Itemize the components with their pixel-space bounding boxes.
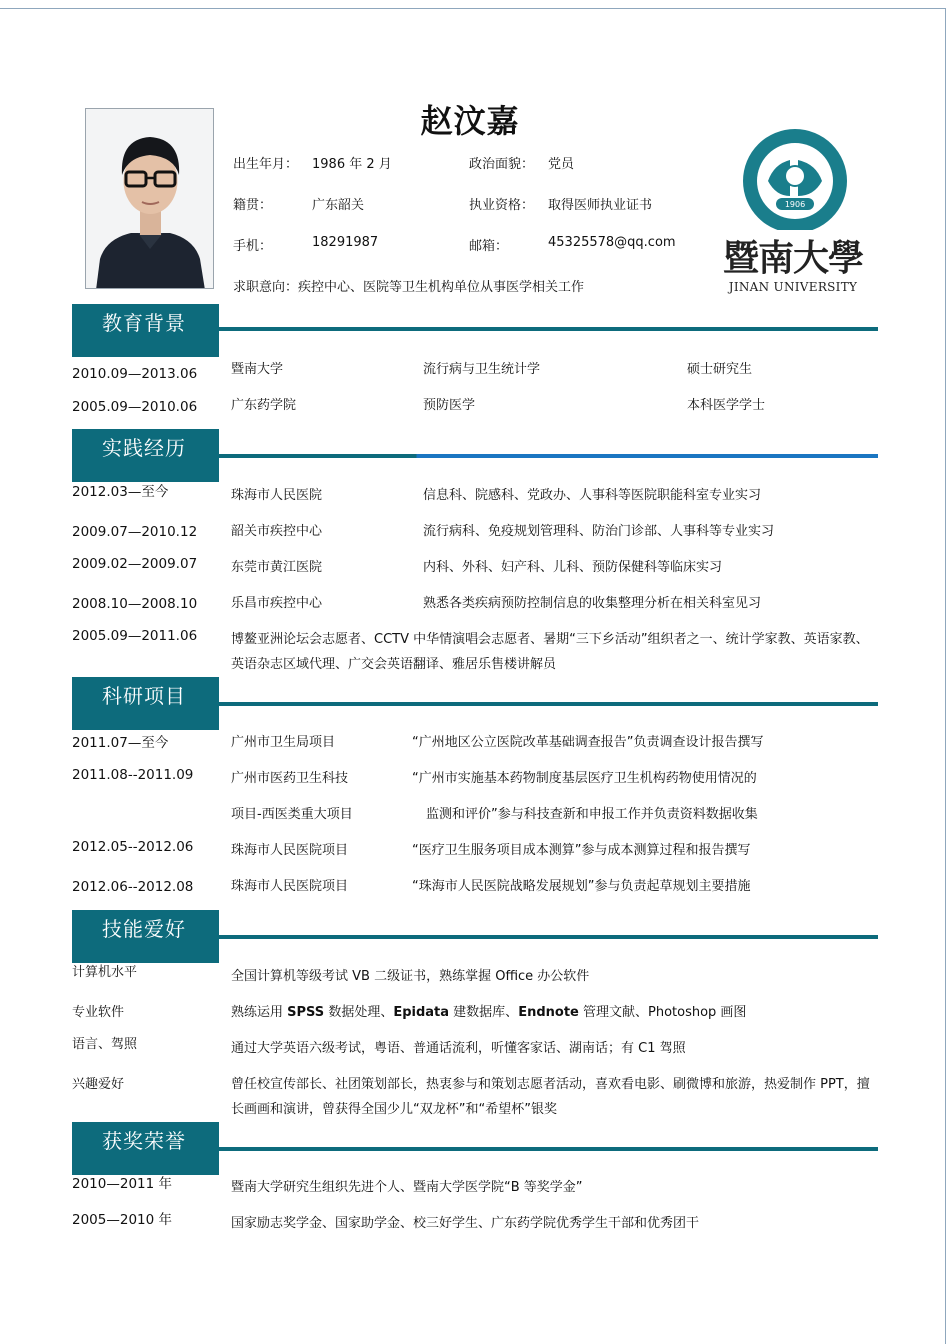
practice-desc: 熟悉各类疾病预防控制信息的收集整理分析在相关科室见习 bbox=[423, 596, 762, 611]
research-desc: “医疗卫生服务项目成本测算”参与成本测算过程和报告撰写 bbox=[412, 843, 751, 858]
practice-org: 乐昌市疾控中心 bbox=[231, 596, 323, 611]
political-value: 党员 bbox=[548, 157, 575, 172]
skill-text: 管理文献、Photoshop 画图 bbox=[578, 1005, 747, 1020]
native-label: 籍贯： bbox=[233, 198, 273, 213]
section-skills-line bbox=[219, 935, 878, 939]
edu-degree: 本科医学学士 bbox=[687, 398, 766, 413]
job-objective: 求职意向：疾控中心、医院等卫生机构单位从事医学相关工作 bbox=[233, 280, 585, 295]
license-label: 执业资格： bbox=[469, 198, 535, 213]
edu-date: 2010.09—2013.06 bbox=[72, 366, 198, 382]
practice-desc: 流行病科、免疫规划管理科、防治门诊部、人事科等专业实习 bbox=[423, 524, 775, 539]
research-org: 珠海市人民医院项目 bbox=[231, 843, 349, 858]
skill-keyword-spss: SPSS bbox=[287, 1005, 325, 1020]
research-date: 2011.07—至今 bbox=[72, 735, 169, 751]
practice-date: 2009.07—2010.12 bbox=[72, 524, 198, 540]
profile-photo bbox=[85, 108, 214, 289]
skill-label: 计算机水平 bbox=[72, 965, 138, 980]
practice-date: 2009.02—2009.07 bbox=[72, 556, 198, 572]
phone-value: 18291987 bbox=[312, 235, 379, 250]
skill-desc: 通过大学英语六级考试，粤语、普通话流利，听懂客家话、湖南话；有 C1 驾照 bbox=[231, 1041, 686, 1056]
edu-degree: 硕士研究生 bbox=[687, 362, 753, 377]
university-seal-icon bbox=[718, 126, 868, 230]
university-logo bbox=[718, 126, 868, 298]
logo-year: 1906 bbox=[784, 200, 806, 209]
candidate-name: 赵汶嘉 bbox=[420, 102, 520, 140]
page-border-top bbox=[0, 8, 946, 9]
research-org: 广州市卫生局项目 bbox=[231, 735, 336, 750]
edu-school: 暨南大学 bbox=[231, 362, 284, 377]
research-date: 2012.05--2012.06 bbox=[72, 839, 194, 855]
page-border-right bbox=[945, 8, 946, 1344]
birth-label: 出生年月： bbox=[233, 157, 299, 172]
native-value: 广东韶关 bbox=[312, 198, 365, 213]
practice-org: 韶关市疾控中心 bbox=[231, 524, 323, 539]
practice-date: 2008.10—2008.10 bbox=[72, 596, 198, 612]
section-awards-line bbox=[219, 1147, 878, 1151]
skill-label: 专业软件 bbox=[72, 1005, 125, 1020]
email-label: 邮箱： bbox=[469, 239, 509, 254]
email-value: 45325578@qq.com bbox=[548, 235, 676, 250]
practice-date: 2012.03—至今 bbox=[72, 484, 169, 500]
practice-org: 珠海市人民医院 bbox=[231, 488, 323, 503]
research-desc: “珠海市人民医院战略发展规划”参与负责起草规划主要措施 bbox=[412, 879, 751, 894]
section-practice-line bbox=[219, 454, 878, 458]
research-desc: “广州地区公立医院改革基础调查报告”负责调查设计报告撰写 bbox=[412, 735, 764, 750]
research-date: 2011.08--2011.09 bbox=[72, 767, 194, 783]
skill-desc-software bbox=[231, 1004, 746, 1022]
license-value: 取得医师执业证书 bbox=[548, 198, 653, 213]
birth-value: 1986 年 2 月 bbox=[312, 157, 392, 172]
edu-date: 2005.09—2010.06 bbox=[72, 399, 198, 415]
skill-text: 数据处理、 bbox=[324, 1005, 394, 1020]
edu-major: 预防医学 bbox=[423, 398, 476, 413]
portrait-illustration bbox=[86, 109, 214, 289]
section-practice-title: 实践经历 bbox=[72, 429, 219, 482]
section-research-line bbox=[219, 702, 878, 706]
practice-desc: 内科、外科、妇产科、儿科、预防保健科等临床实习 bbox=[423, 560, 723, 575]
section-skills-title: 技能爱好 bbox=[72, 910, 219, 963]
practice-desc: 博鳌亚洲论坛会志愿者、CCTV 中华情演唱会志愿者、暑期“三下乡活动”组织者之一、统计学家教、英语家教、英语杂志区域代理、广交会英语翻译、雅居乐售楼讲解员 bbox=[231, 632, 869, 672]
political-label: 政治面貌： bbox=[469, 157, 535, 172]
award-desc: 国家励志奖学金、国家助学金、校三好学生、广东药学院优秀学生干部和优秀团干 bbox=[231, 1216, 700, 1231]
section-awards-title: 获奖荣誉 bbox=[72, 1122, 219, 1175]
logo-name-cn: 暨南大學 bbox=[722, 237, 863, 279]
skill-label: 语言、驾照 bbox=[72, 1037, 138, 1052]
research-desc: 监测和评价”参与科技查新和申报工作并负责资料数据收集 bbox=[426, 807, 758, 822]
skill-keyword-endnote: Endnote bbox=[518, 1005, 579, 1020]
practice-desc: 信息科、院感科、党政办、人事科等医院职能科室专业实习 bbox=[423, 488, 762, 503]
award-date: 2010—2011 年 bbox=[72, 1176, 173, 1192]
edu-school: 广东药学院 bbox=[231, 398, 297, 413]
practice-date: 2005.09—2011.06 bbox=[72, 628, 198, 644]
research-org: 珠海市人民医院项目 bbox=[231, 879, 349, 894]
section-education-line bbox=[219, 327, 878, 331]
practice-org: 东莞市黄江医院 bbox=[231, 560, 323, 575]
award-date: 2005—2010 年 bbox=[72, 1212, 173, 1228]
logo-name-en: JINAN UNIVERSITY bbox=[728, 280, 858, 294]
edu-major: 流行病与卫生统计学 bbox=[423, 362, 541, 377]
research-org: 项目-西医类重大项目 bbox=[231, 807, 353, 822]
section-research-title: 科研项目 bbox=[72, 677, 219, 730]
research-desc: “广州市实施基本药物制度基层医疗卫生机构药物使用情况的 bbox=[412, 771, 757, 786]
skill-label: 兴趣爱好 bbox=[72, 1077, 125, 1092]
skill-text: 熟练运用 bbox=[231, 1005, 288, 1020]
phone-label: 手机： bbox=[233, 239, 273, 254]
award-desc: 暨南大学研究生组织先进个人、暨南大学医学院“B 等奖学金” bbox=[231, 1180, 583, 1195]
research-org: 广州市医药卫生科技 bbox=[231, 771, 349, 786]
section-education-title: 教育背景 bbox=[72, 304, 219, 357]
research-date: 2012.06--2012.08 bbox=[72, 879, 194, 895]
skill-desc: 全国计算机等级考试 VB 二级证书，熟练掌握 Office 办公软件 bbox=[231, 969, 590, 984]
skill-keyword-epidata: Epidata bbox=[393, 1005, 450, 1020]
skill-text: 建数据库、 bbox=[449, 1005, 519, 1020]
skill-desc: 曾任校宣传部长、社团策划部长，热衷参与和策划志愿者活动，喜欢看电影、刷微博和旅游，热爱制作 PPT，擅长画画和演讲，曾获得全国少儿“双龙杯”和“希望杯”银奖 bbox=[231, 1077, 870, 1117]
